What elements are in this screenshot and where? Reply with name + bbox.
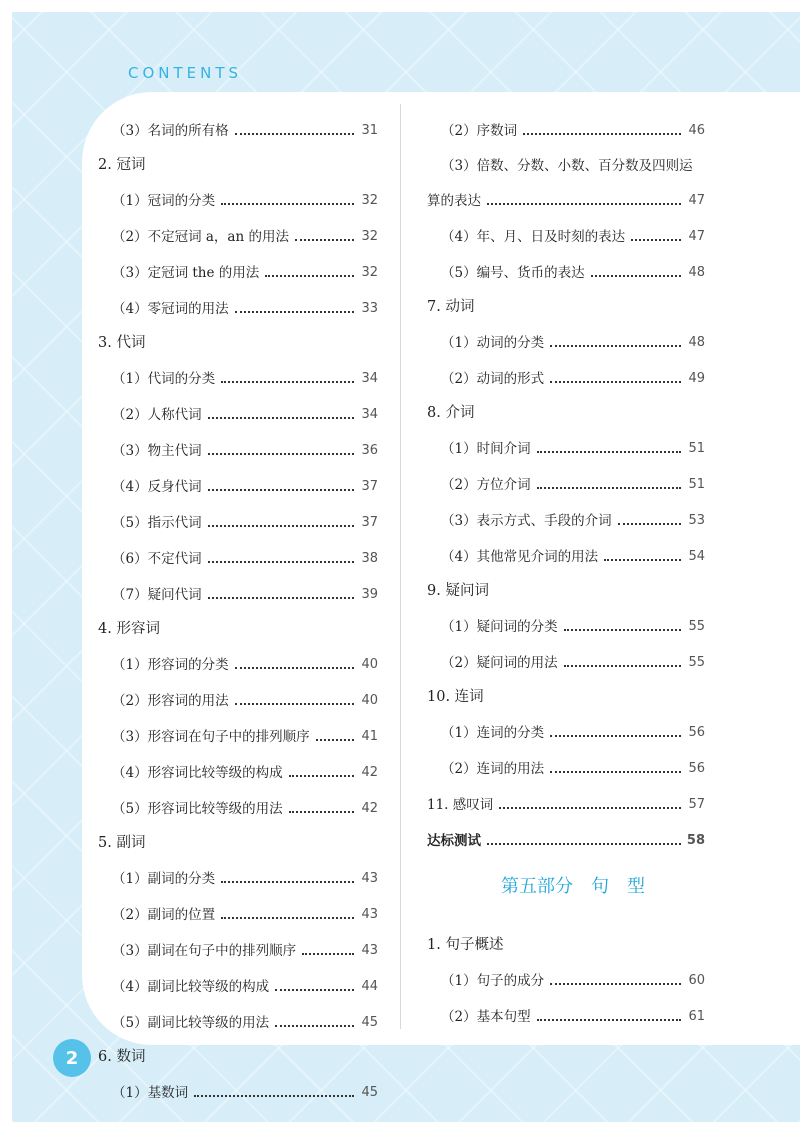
- toc-entry[interactable]: （5）指示代词 37: [112, 515, 378, 531]
- section-heading: 2. 冠词: [98, 157, 146, 173]
- toc-left-column: [98, 104, 378, 1102]
- toc-entry[interactable]: 算的表达 47: [427, 193, 705, 209]
- section-heading: 1. 句子概述: [427, 937, 504, 953]
- toc-entry[interactable]: （1）冠词的分类 32: [112, 193, 378, 209]
- part-five-title: 第五部分 句 型: [501, 876, 645, 897]
- page-number: 31: [361, 123, 378, 138]
- toc-entry[interactable]: （2）方位介词 51: [441, 477, 705, 493]
- leader-dots: [235, 133, 354, 135]
- toc-entry[interactable]: （3）副词在句子中的排列顺序 43: [112, 943, 378, 959]
- toc-entry[interactable]: （2）人称代词 34: [112, 407, 378, 423]
- section-heading: 8. 介词: [427, 405, 475, 421]
- toc-entry[interactable]: （3）物主代词 36: [112, 443, 378, 459]
- toc-entry[interactable]: （2）副词的位置 43: [112, 907, 378, 923]
- toc-entry[interactable]: （6）不定代词 38: [112, 551, 378, 567]
- toc-entry-test[interactable]: 达标测试 58: [427, 833, 705, 849]
- toc-entry[interactable]: （2）动词的形式 49: [441, 371, 705, 387]
- contents-heading: CONTENTS: [128, 64, 243, 82]
- column-divider: [400, 104, 401, 1029]
- toc-entry[interactable]: （3）形容词在句子中的排列顺序 41: [112, 729, 378, 745]
- toc-entry[interactable]: （2）基本句型 61: [441, 1009, 705, 1025]
- toc-entry[interactable]: 11. 感叹词 57: [427, 797, 705, 813]
- toc-entry[interactable]: （4）其他常见介词的用法 54: [441, 549, 705, 565]
- toc-entry[interactable]: （1）副词的分类 43: [112, 871, 378, 887]
- toc-entry[interactable]: （5）形容词比较等级的用法 42: [112, 801, 378, 817]
- toc-entry[interactable]: （1）代词的分类 34: [112, 371, 378, 387]
- section-heading: 7. 动词: [427, 299, 475, 315]
- toc-entry[interactable]: （2）形容词的用法 40: [112, 693, 378, 709]
- page-number-badge: 2: [53, 1039, 91, 1077]
- toc-entry[interactable]: （2）连词的用法 56: [441, 761, 705, 777]
- toc-entry[interactable]: （1）形容词的分类 40: [112, 657, 378, 673]
- section-heading: 6. 数词: [98, 1049, 146, 1065]
- toc-entry[interactable]: （3）定冠词 the 的用法 32: [112, 265, 378, 281]
- toc-entry[interactable]: （1）疑问词的分类 55: [441, 619, 705, 635]
- toc-entry[interactable]: （4）形容词比较等级的构成 42: [112, 765, 378, 781]
- section-heading: 4. 形容词: [98, 621, 160, 637]
- toc-entry[interactable]: （5）副词比较等级的用法 45: [112, 1015, 378, 1031]
- toc-entry[interactable]: （2）不定冠词 a，an 的用法 32: [112, 229, 378, 245]
- section-heading: 10. 连词: [427, 689, 484, 705]
- section-heading: 9. 疑问词: [427, 583, 489, 599]
- toc-entry[interactable]: （1）连词的分类 56: [441, 725, 705, 741]
- toc-entry[interactable]: （4）年、月、日及时刻的表达 47: [441, 229, 705, 245]
- section-heading: 3. 代词: [98, 335, 146, 351]
- toc-entry[interactable]: （5）编号、货币的表达 48: [441, 265, 705, 281]
- section-heading: 5. 副词: [98, 835, 146, 851]
- toc-entry[interactable]: （1）时间介词 51: [441, 441, 705, 457]
- toc-entry[interactable]: （3）表示方式、手段的介词 53: [441, 513, 705, 529]
- toc-entry[interactable]: （2）疑问词的用法 55: [441, 655, 705, 671]
- toc-entry[interactable]: （4）零冠词的用法 33: [112, 301, 378, 317]
- toc-entry-wrapped-line[interactable]: （3）倍数、分数、小数、百分数及四则运: [441, 158, 693, 174]
- toc-entry[interactable]: （4）反身代词 37: [112, 479, 378, 495]
- toc-entry[interactable]: （4）副词比较等级的构成 44: [112, 979, 378, 995]
- toc-entry[interactable]: （3）名词的所有格 31: [112, 123, 378, 139]
- toc-entry[interactable]: （7）疑问代词 39: [112, 587, 378, 603]
- toc-entry[interactable]: （1）基数词 45: [112, 1085, 378, 1101]
- toc-right-column: [427, 104, 705, 1026]
- toc-entry[interactable]: （1）句子的成分 60: [441, 973, 705, 989]
- toc-entry[interactable]: （2）序数词 46: [441, 123, 705, 139]
- toc-entry[interactable]: （1）动词的分类 48: [441, 335, 705, 351]
